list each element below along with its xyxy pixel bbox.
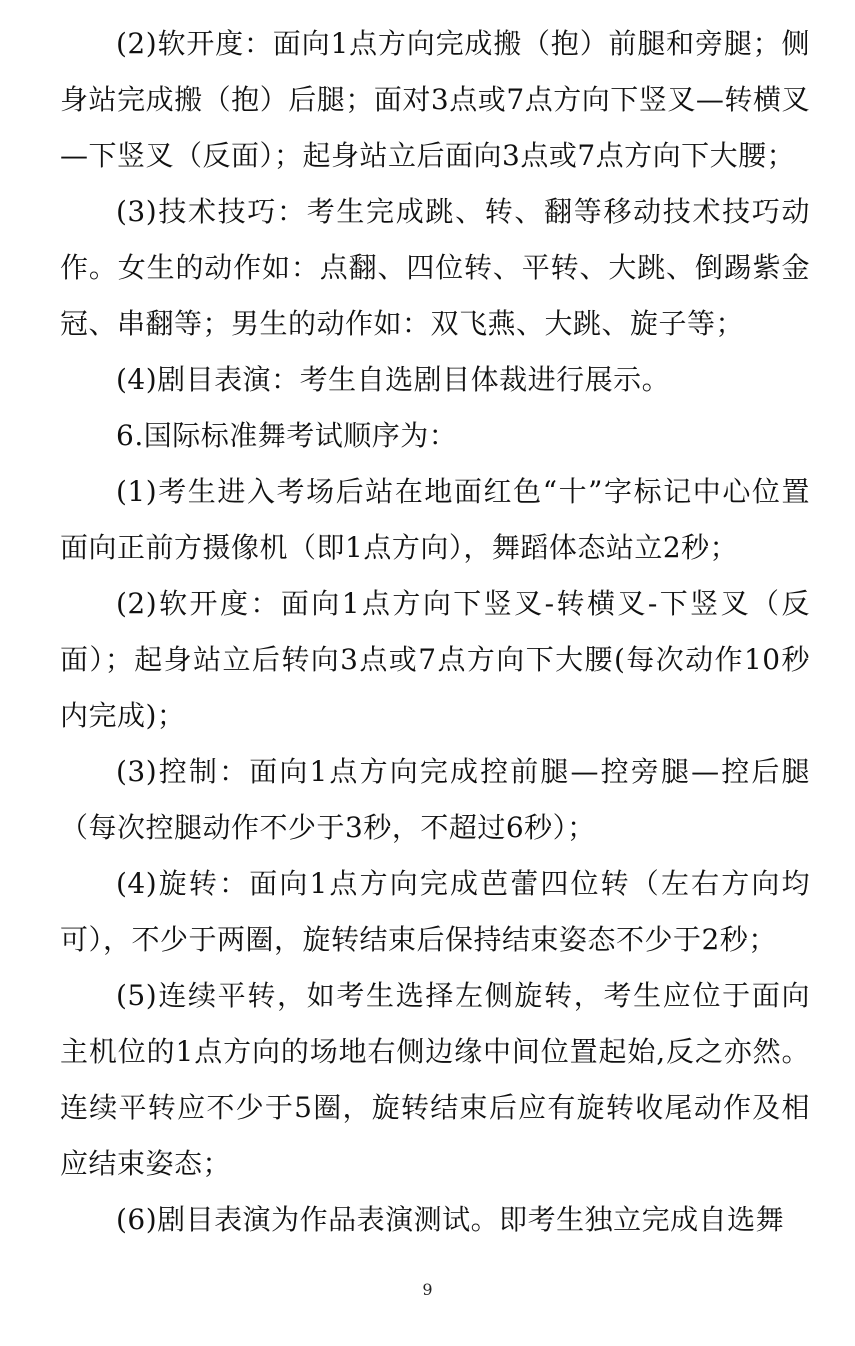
paragraph-soft-openness-ballroom: (2)软开度：面向1点方向下竖叉-转横叉-下竖叉（反面）；起身站立后转向3点或7点方向下大腰(每次动作10秒内完成)； <box>60 587 810 732</box>
paragraph-rotation: (4)旋转：面向1点方向完成芭蕾四位转（左右方向均可），不少于两圈，旋转结束后保持结束姿态不少于2秒； <box>60 867 810 956</box>
paragraph-entry-stance: (1)考生进入考场后站在地面红色“十”字标记中心位置面向正前方摄像机（即1点方向），舞蹈体态站立2秒； <box>60 475 810 564</box>
paragraph-repertoire-test: (6)剧目表演为作品表演测试。即考生独立完成自选舞 <box>116 1203 785 1236</box>
section-heading-ballroom-order: 6.国际标准舞考试顺序为： <box>116 419 458 452</box>
paragraph-soft-openness-classical: (2)软开度：面向1点方向完成搬（抱）前腿和旁腿；侧身站完成搬（抱）后腿；面对3点或7点方向下竖叉—转横叉—下竖叉（反面）；起身站立后面向3点或7点方向下大腰； <box>60 27 810 172</box>
paragraph-repertoire-performance: (4)剧目表演：考生自选剧目体裁进行展示。 <box>116 363 671 396</box>
paragraph-control: (3)控制：面向1点方向完成控前腿—控旁腿—控后腿（每次控腿动作不少于3秒，不超过6秒）； <box>60 755 810 844</box>
paragraph-continuous-turns: (5)连续平转，如考生选择左侧旋转，考生应位于面向主机位的1点方向的场地右侧边缘中间位置起始,反之亦然。连续平转应不少于5圈，旋转结束后应有旋转收尾动作及相应结束姿态； <box>60 979 810 1180</box>
page-number: 9 <box>422 1280 433 1299</box>
document-body <box>60 16 810 1248</box>
paragraph-technical-skills: (3)技术技巧：考生完成跳、转、翻等移动技术技巧动作。女生的动作如：点翻、四位转、平转、大跳、倒踢紫金冠、串翻等；男生的动作如：双飞燕、大跳、旋子等； <box>60 195 810 340</box>
